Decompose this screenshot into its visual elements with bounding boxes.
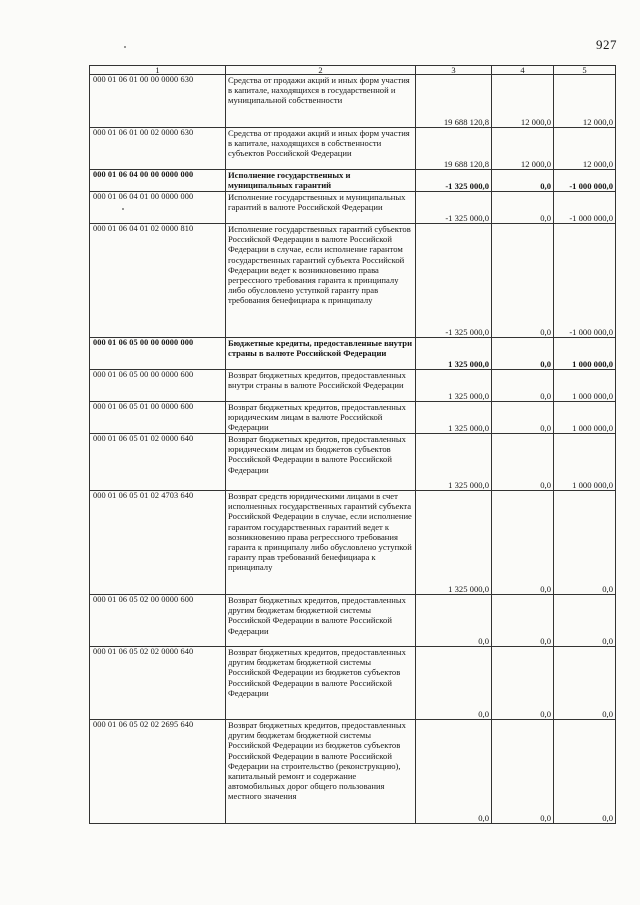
value-cell-5: 0,0	[554, 647, 616, 720]
table-row	[90, 720, 616, 824]
value-cell-3: 1 325 000,0	[416, 491, 492, 595]
value-cell-3: -1 325 000,0	[416, 170, 492, 192]
column-header: 3	[416, 66, 492, 75]
value-cell-4: 0,0	[492, 224, 554, 338]
code-cell: 000 01 06 04 01 00 0000 000	[90, 192, 226, 224]
name-cell: Возврат бюджетных кредитов, предоставленных другим бюджетам бюджетной системы Российской Федерации в валюте Российской Федерации	[226, 595, 416, 647]
name-cell: Возврат бюджетных кредитов, предоставленных юридическим лицам в валюте Российской Федерации	[226, 402, 416, 434]
value-cell-3: 0,0	[416, 720, 492, 824]
table-row	[90, 647, 616, 720]
table-row	[90, 491, 616, 595]
name-cell: Возврат средств юридическими лицами в счет исполненных государственных гарантий субъекта Российской Федерации в случае, если исполнение гарантом государственных гарантий ведет к возникновению права регрессного требования гаранта к принципалу либо обусловлено уступкой гаранту прав требований бенефициара к принципалу	[226, 491, 416, 595]
table-header-row	[90, 66, 616, 75]
value-cell-5: 1 000 000,0	[554, 370, 616, 402]
value-cell-3: 1 325 000,0	[416, 370, 492, 402]
column-header: 1	[90, 66, 226, 75]
value-cell-4: 0,0	[492, 402, 554, 434]
name-cell: Исполнение государственных и муниципальных гарантий в валюте Российской Федерации	[226, 192, 416, 224]
name-cell: Возврат бюджетных кредитов, предоставленных внутри страны в валюте Российской Федерации	[226, 370, 416, 402]
table-row	[90, 192, 616, 224]
table-row	[90, 338, 616, 370]
table-row	[90, 128, 616, 170]
value-cell-3: 1 325 000,0	[416, 338, 492, 370]
value-cell-4: 0,0	[492, 170, 554, 192]
value-cell-4: 0,0	[492, 370, 554, 402]
table-row	[90, 170, 616, 192]
column-header: 2	[226, 66, 416, 75]
table-row	[90, 224, 616, 338]
name-cell: Возврат бюджетных кредитов, предоставленных юридическим лицам из бюджетов субъектов Российской Федерации в валюте Российской Федерации	[226, 434, 416, 491]
value-cell-3: 1 325 000,0	[416, 434, 492, 491]
value-cell-3: 1 325 000,0	[416, 402, 492, 434]
value-cell-3: 19 688 120,8	[416, 128, 492, 170]
table-body	[90, 66, 616, 824]
code-cell: 000 01 06 05 02 02 0000 640	[90, 647, 226, 720]
column-header: 5	[554, 66, 616, 75]
value-cell-4: 0,0	[492, 647, 554, 720]
code-cell: 000 01 06 01 00 02 0000 630	[90, 128, 226, 170]
name-cell: Исполнение государственных и муниципальных гарантий	[226, 170, 416, 192]
value-cell-5: -1 000 000,0	[554, 170, 616, 192]
name-cell: Средства от продажи акций и иных форм участия в капитале, находящихся в собственности субъектов Российской Федерации	[226, 128, 416, 170]
value-cell-5: 1 000 000,0	[554, 338, 616, 370]
value-cell-4: 0,0	[492, 720, 554, 824]
code-cell: 000 01 06 05 01 00 0000 600	[90, 402, 226, 434]
code-cell: 000 01 06 05 01 02 4703 640	[90, 491, 226, 595]
value-cell-5: -1 000 000,0	[554, 192, 616, 224]
value-cell-3: 0,0	[416, 647, 492, 720]
budget-table	[89, 65, 616, 824]
value-cell-4: 12 000,0	[492, 75, 554, 128]
table-row	[90, 595, 616, 647]
table-row	[90, 370, 616, 402]
name-cell: Бюджетные кредиты, предоставленные внутри страны в валюте Российской Федерации	[226, 338, 416, 370]
value-cell-3: 19 688 120,8	[416, 75, 492, 128]
code-cell: 000 01 06 05 02 00 0000 600	[90, 595, 226, 647]
page-number: 927	[596, 37, 617, 52]
column-header: 4	[492, 66, 554, 75]
value-cell-4: 0,0	[492, 338, 554, 370]
value-cell-5: 0,0	[554, 491, 616, 595]
value-cell-3: 0,0	[416, 595, 492, 647]
value-cell-5: 1 000 000,0	[554, 434, 616, 491]
code-cell: 000 01 06 04 01 02 0000 810	[90, 224, 226, 338]
value-cell-3: -1 325 000,0	[416, 224, 492, 338]
table-row	[90, 434, 616, 491]
name-cell: Исполнение государственных гарантий субъектов Российской Федерации в валюте Российской Федерации в случае, если исполнение гарантом государственных гарантий субъекта Российской Федерации ведет к возникновению права регрессного требования гаранта к принципалу либо обусловлено уступкой гаранту прав требования бенефициара к принципалу	[226, 224, 416, 338]
name-cell: Средства от продажи акций и иных форм участия в капитале, находящихся в государственной и муниципальной собственности	[226, 75, 416, 128]
value-cell-5: 0,0	[554, 720, 616, 824]
value-cell-3: -1 325 000,0	[416, 192, 492, 224]
code-cell: 000 01 06 05 02 02 2695 640	[90, 720, 226, 824]
value-cell-5: -1 000 000,0	[554, 224, 616, 338]
name-cell: Возврат бюджетных кредитов, предоставленных другим бюджетам бюджетной системы Российской Федерации из бюджетов субъектов Российской Федерации в валюте Российской Федерации	[226, 647, 416, 720]
value-cell-4: 0,0	[492, 192, 554, 224]
name-cell: Возврат бюджетных кредитов, предоставленных другим бюджетам бюджетной системы Российской Федерации из бюджетов субъектов Российской Федерации в валюте Российской Федерации на строительство (реконструкцию), капитальный ремонт и содержание автомобильных дорог общего пользования местного значения	[226, 720, 416, 824]
code-cell: 000 01 06 04 00 00 0000 000	[90, 170, 226, 192]
value-cell-5: 12 000,0	[554, 128, 616, 170]
value-cell-4: 0,0	[492, 434, 554, 491]
value-cell-5: 12 000,0	[554, 75, 616, 128]
code-cell: 000 01 06 05 01 02 0000 640	[90, 434, 226, 491]
code-cell: 000 01 06 05 00 00 0000 600	[90, 370, 226, 402]
code-cell: 000 01 06 05 00 00 0000 000	[90, 338, 226, 370]
value-cell-4: 12 000,0	[492, 128, 554, 170]
value-cell-5: 1 000 000,0	[554, 402, 616, 434]
value-cell-5: 0,0	[554, 595, 616, 647]
scan-speck	[124, 46, 126, 48]
table-row	[90, 402, 616, 434]
code-cell: 000 01 06 01 00 00 0000 630	[90, 75, 226, 128]
value-cell-4: 0,0	[492, 491, 554, 595]
table-row	[90, 75, 616, 128]
value-cell-4: 0,0	[492, 595, 554, 647]
